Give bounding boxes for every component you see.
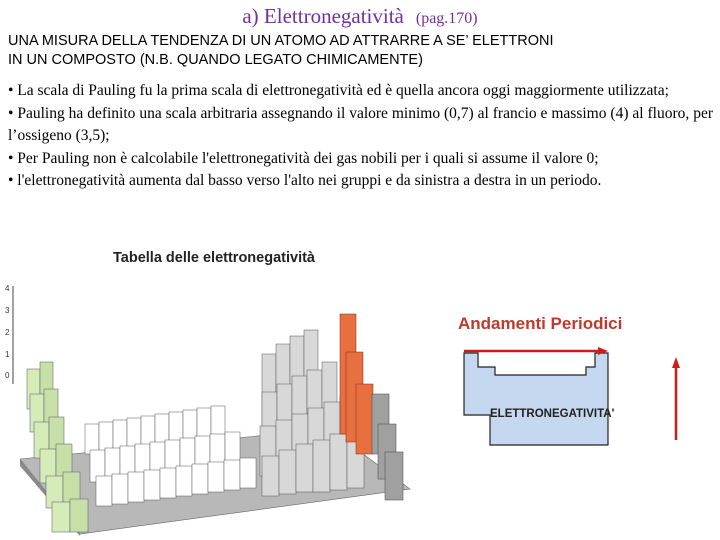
bullet-list [8, 80, 713, 193]
bullet-item: • l'elettronegatività aumenta dal basso verso l'alto nei gruppi e da sinistra a destra in un periodo. [8, 172, 602, 189]
trend-figure-label: ELETTRONEGATIVITA' [490, 408, 615, 420]
bullet-item: • Pauling ha definito una scala arbitraria assegnando il valore minimo (0,7) al francio e massimo (4) al fluoro, per l’ossigeno (3,5); [8, 104, 713, 144]
trend-figure-title: Andamenti Periodici [458, 314, 623, 333]
definition-line-1: UNA MISURA DELLA TENDENZA DI UN ATOMO AD ATTRARRE A SE’ ELETTRONI [8, 33, 554, 49]
definition-line-2: IN UN COMPOSTO (N.B. QUANDO LEGATO CHIMICAMENTE) [8, 52, 423, 68]
electronegativity-table-figure [0, 244, 420, 536]
slide-title-block [0, 4, 720, 29]
axis-tick: 1 [5, 350, 10, 359]
axis-tick: 3 [5, 306, 10, 315]
axis-tick: 0 [5, 371, 10, 380]
slide-title: a) Elettronegatività [242, 4, 404, 28]
bullet-item: • La scala di Pauling fu la prima scala di elettronegatività ed è quella ancora oggi maggiormente utilizzata; [8, 82, 669, 99]
axis-tick: 4 [5, 284, 10, 293]
table-figure-title: Tabella delle elettronegatività [113, 250, 315, 266]
page-reference: (pag.170) [415, 10, 478, 27]
bullet-item: • Per Pauling non è calcolabile l'elettronegatività dei gas nobili per i quali si assume il valore 0; [8, 149, 599, 167]
definition-block [8, 32, 713, 70]
axis-tick: 2 [5, 328, 10, 337]
